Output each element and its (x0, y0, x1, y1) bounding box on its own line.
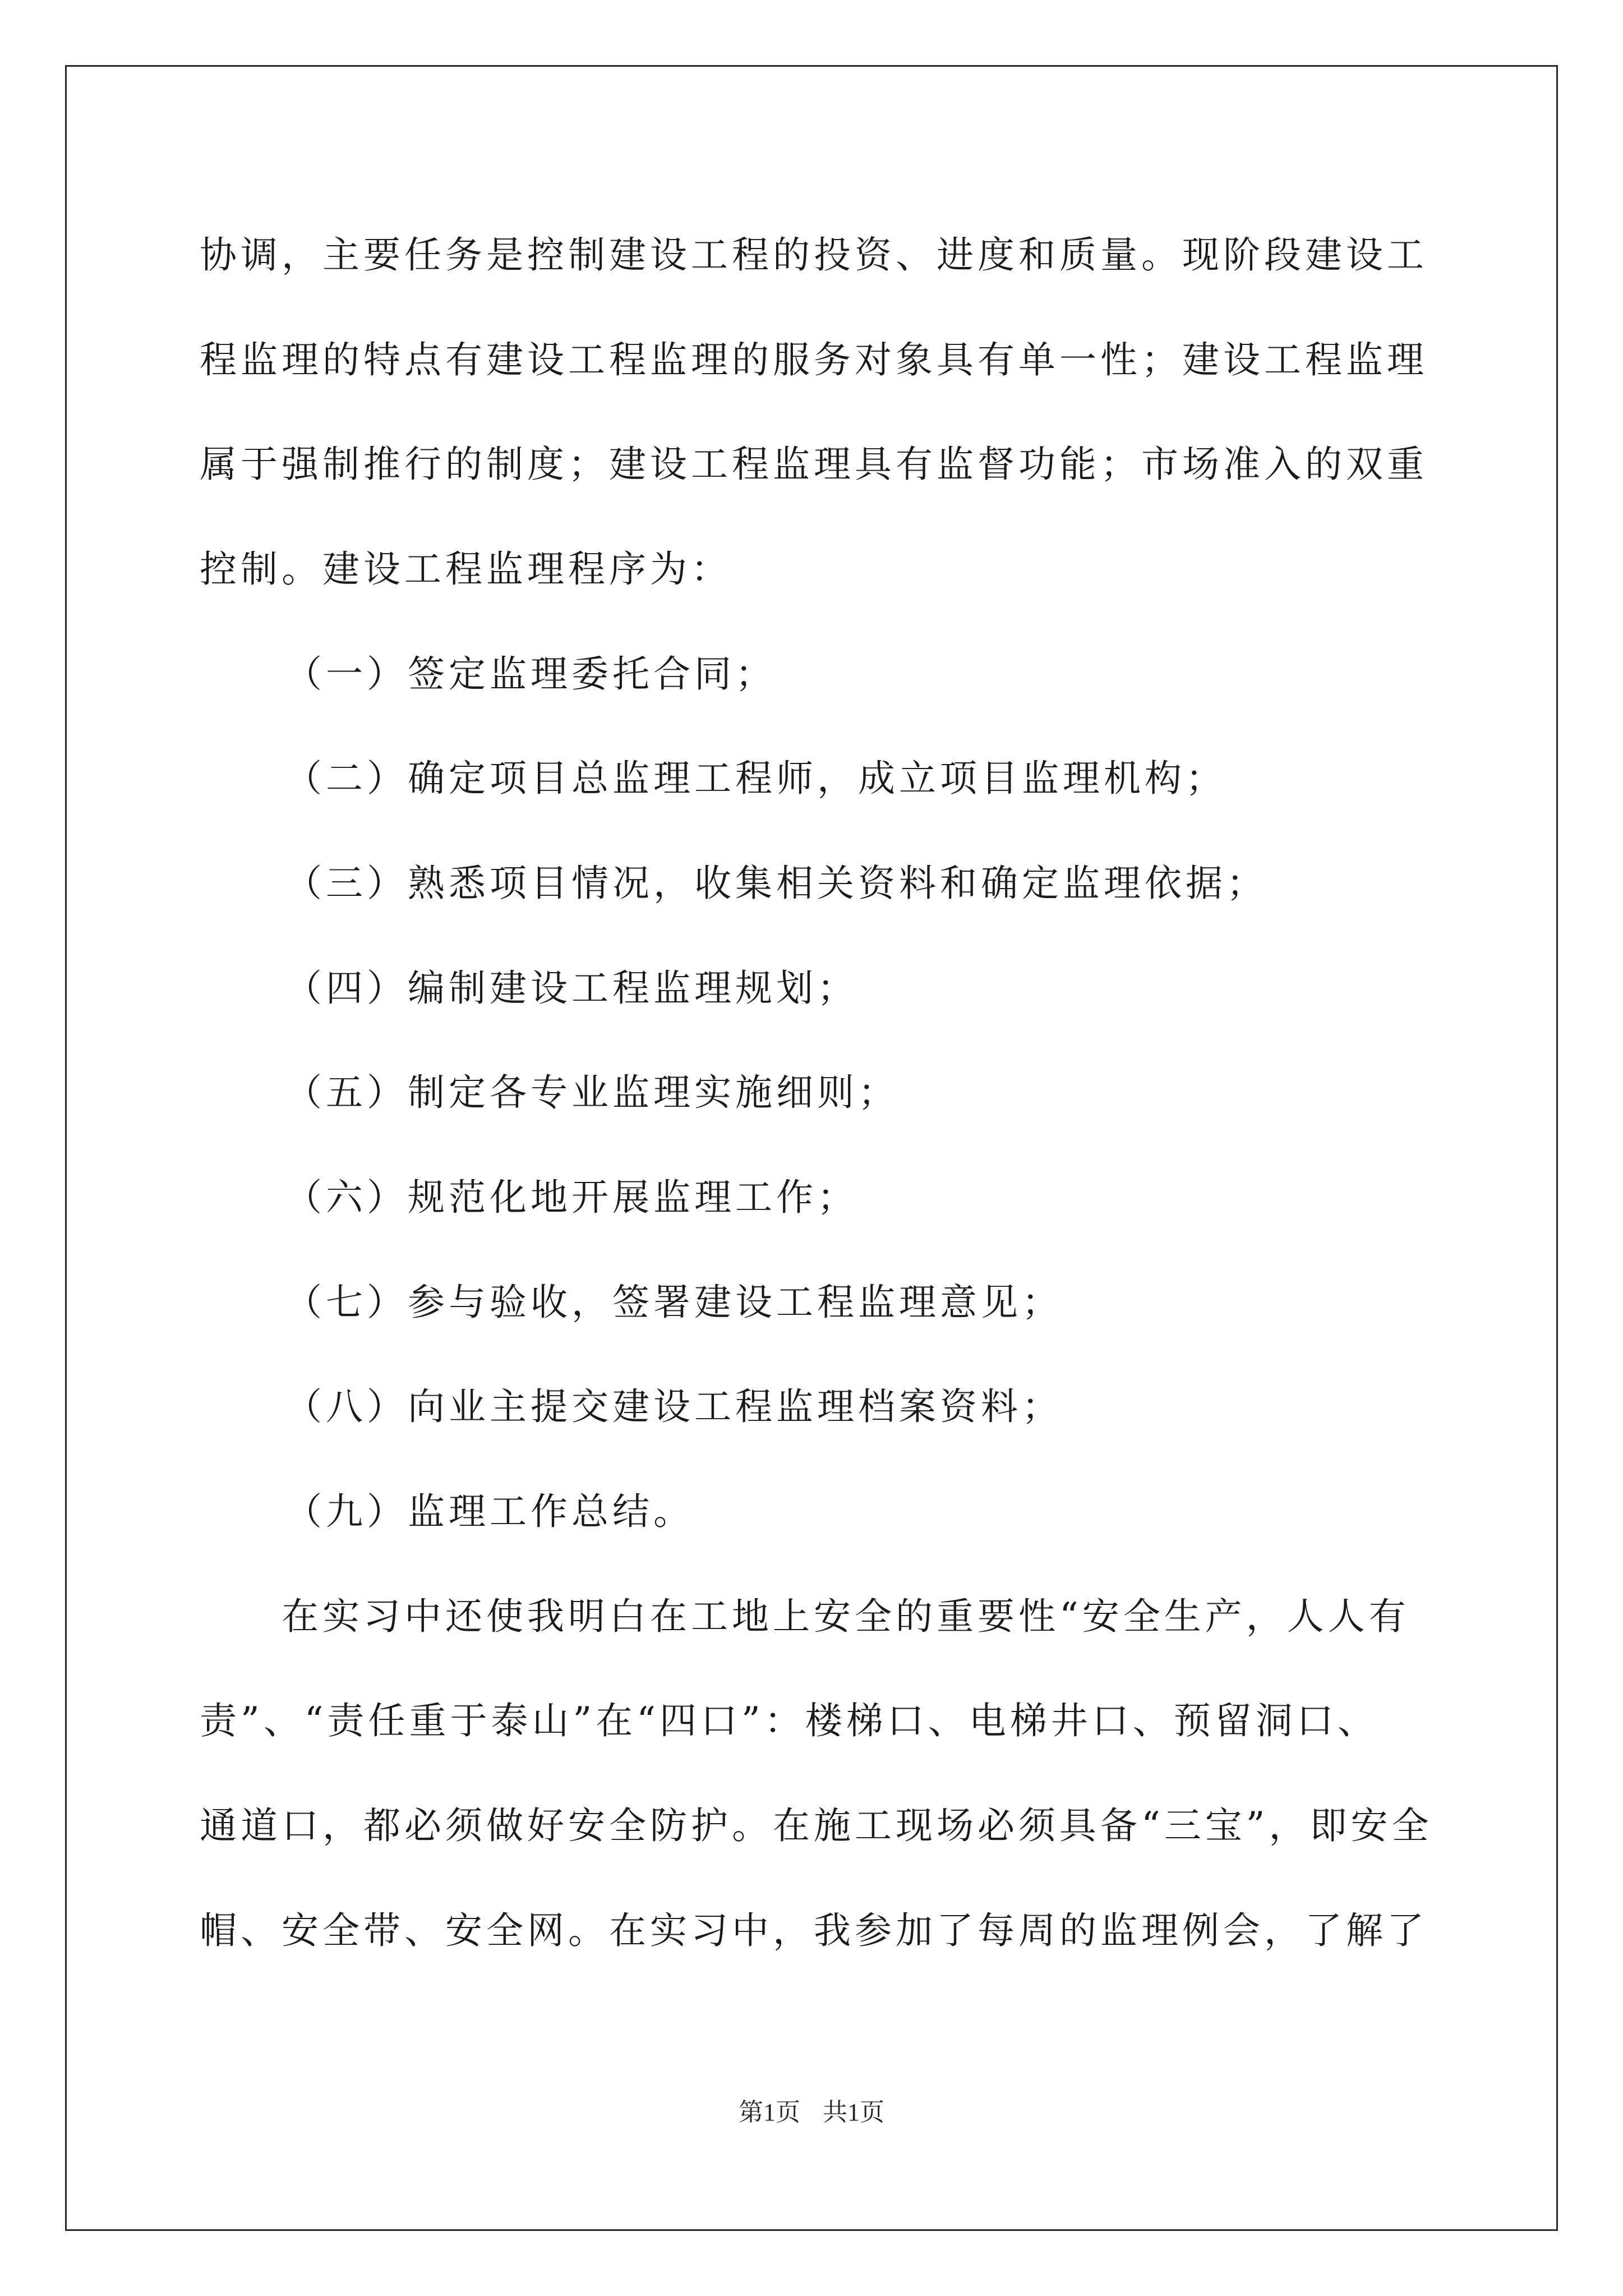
paragraph-line: 控制。建设工程监理程序为： (200, 547, 732, 591)
page-total: 共1页 (823, 2099, 884, 2126)
list-item: （四）编制建设工程监理规划； (285, 967, 858, 1010)
list-item: （八）向业主提交建设工程监理档案资料； (285, 1385, 1063, 1428)
paragraph-line: 在实习中还使我明白在工地上安全的重要性“安全生产，人人有 (282, 1595, 1410, 1638)
page-number: 第1页 (739, 2099, 800, 2126)
paragraph-line: 协调，主要任务是控制建设工程的投资、进度和质量。现阶段建设工 (200, 233, 1428, 277)
page-footer (0, 2096, 1623, 2129)
paragraph-line: 属于强制推行的制度；建设工程监理具有监督功能；市场准入的双重 (200, 443, 1428, 486)
list-item: （六）规范化地开展监理工作； (285, 1176, 858, 1219)
list-item: （三）熟悉项目情况，收集相关资料和确定监理依据； (285, 862, 1267, 905)
list-item: （五）制定各专业监理实施细则； (285, 1071, 899, 1114)
list-item: （二）确定项目总监理工程师，成立项目监理机构； (285, 757, 1227, 800)
list-item: （七）参与验收，签署建设工程监理意见； (285, 1281, 1063, 1324)
list-item: （一）签定监理委托合同； (285, 652, 776, 696)
paragraph-line: 通道口，都必须做好安全防护。在施工现场必须具备“三宝”，即安全 (200, 1804, 1433, 1847)
paragraph-line: 帽、安全带、安全网。在实习中，我参加了每周的监理例会，了解了 (200, 1909, 1428, 1952)
list-item: （九）监理工作总结。 (285, 1490, 694, 1533)
paragraph-line: 责”、“责任重于泰山”在“四口”：楼梯口、电梯井口、预留洞口、 (200, 1699, 1378, 1742)
paragraph-line: 程监理的特点有建设工程监理的服务对象具有单一性；建设工程监理 (200, 338, 1428, 381)
